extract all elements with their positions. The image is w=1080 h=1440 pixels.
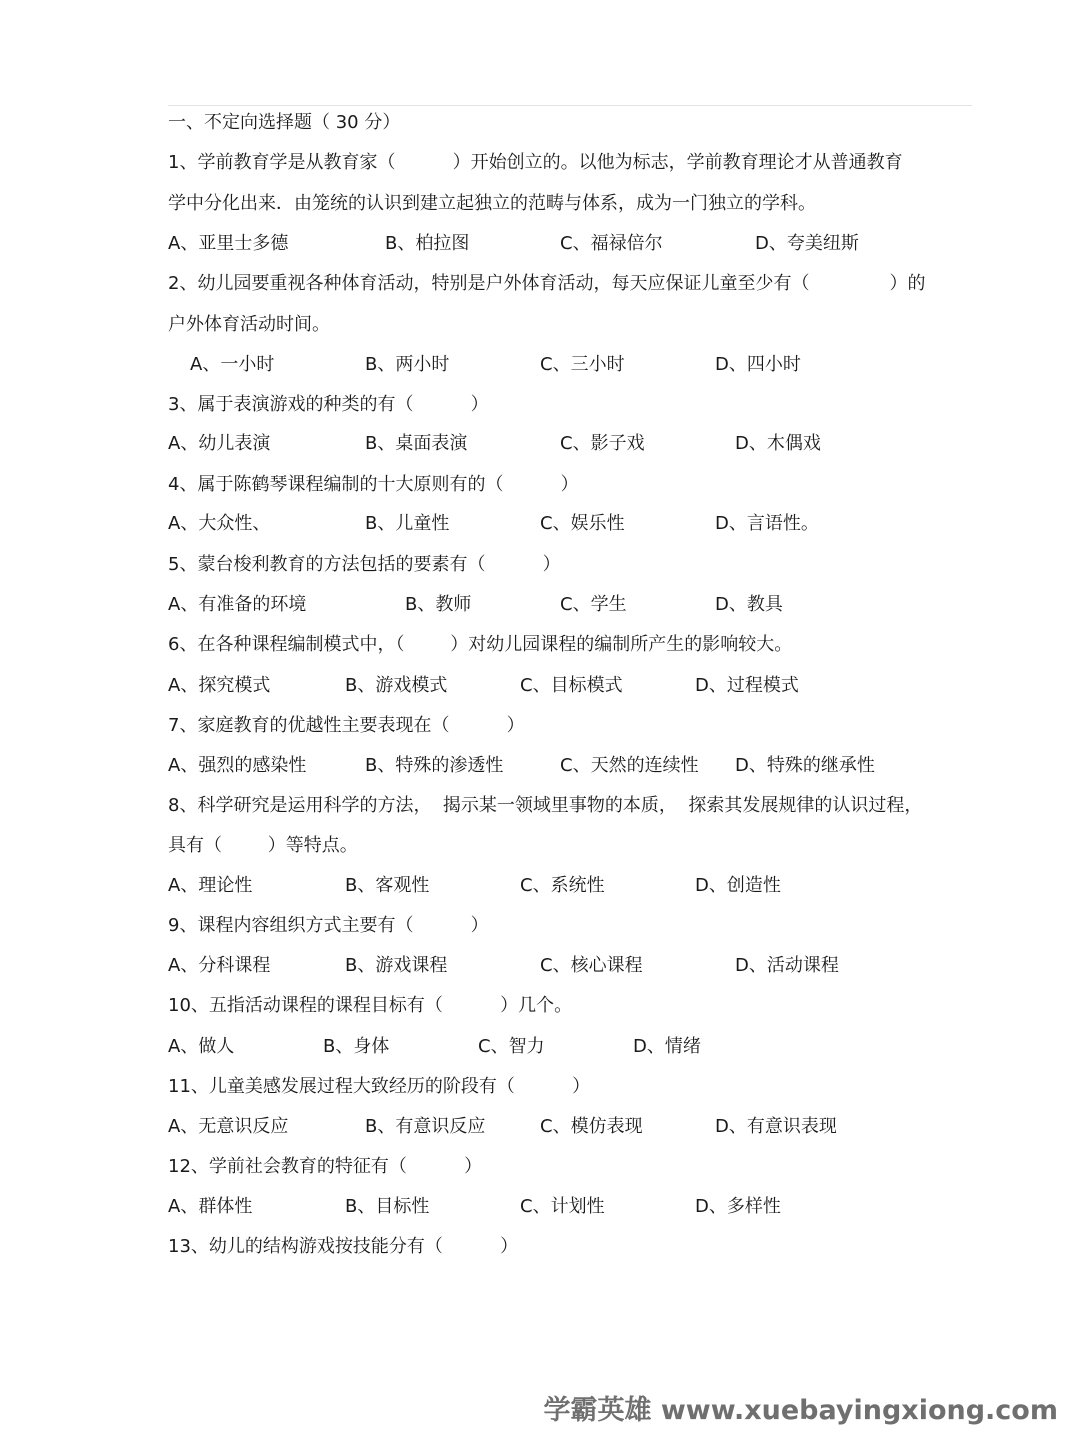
top-divider [168, 105, 972, 106]
question-2-line-2: 户外体育活动时间。 [168, 314, 330, 335]
option-b: B、客观性 [345, 875, 430, 896]
option-b: B、儿童性 [365, 513, 450, 534]
question-8-options [0, 874, 1080, 898]
question-1-line-1: 1、学前教育学是从教育家（ ）开始创立的。以他为标志，学前教育理论才从普通教育 [168, 152, 903, 173]
option-a: A、无意识反应 [168, 1116, 289, 1137]
question-3-options [0, 432, 1080, 456]
option-d: D、夸美纽斯 [755, 233, 859, 254]
option-b: B、游戏课程 [345, 955, 448, 976]
question-8-line-1: 8、科学研究是运用科学的方法， 揭示某一领域里事物的本质， 探索其发展规律的认识过程， [168, 795, 923, 816]
option-c: C、目标模式 [520, 675, 623, 696]
question-6-line-1: 6、在各种课程编制模式中，（ ）对幼儿园课程的编制所产生的影响较大。 [168, 634, 793, 655]
option-c: C、模仿表现 [540, 1116, 643, 1137]
question-9-line-1: 9、课程内容组织方式主要有（ ） [168, 915, 489, 936]
question-3-line-1: 3、属于表演游戏的种类的有（ ） [168, 394, 489, 415]
question-4-line-1: 4、属于陈鹤琴课程编制的十大原则有的（ ） [168, 474, 579, 495]
question-8-line-2: 具有（ ）等特点。 [168, 835, 358, 856]
question-12-line-1: 12、学前社会教育的特征有（ ） [168, 1156, 483, 1177]
option-a: A、一小时 [190, 354, 275, 375]
option-d: D、活动课程 [735, 955, 839, 976]
question-7-options [0, 754, 1080, 778]
question-9-options [0, 954, 1080, 978]
option-b: B、桌面表演 [365, 433, 468, 454]
option-d: D、多样性 [695, 1196, 781, 1217]
option-a: A、理论性 [168, 875, 253, 896]
question-13-line-1: 13、幼儿的结构游戏按技能分有（ ） [168, 1236, 519, 1257]
question-5-options [0, 593, 1080, 617]
question-2-options [0, 353, 1080, 377]
question-10-options [0, 1035, 1080, 1059]
question-7-line-1: 7、家庭教育的优越性主要表现在（ ） [168, 715, 525, 736]
question-11-options [0, 1115, 1080, 1139]
option-b: B、有意识反应 [365, 1116, 486, 1137]
question-4-options [0, 512, 1080, 536]
question-10-line-1: 10、五指活动课程的课程目标有（ ）几个。 [168, 995, 573, 1016]
option-c: C、影子戏 [560, 433, 645, 454]
option-a: A、分科课程 [168, 955, 271, 976]
option-b: B、两小时 [365, 354, 450, 375]
option-d: D、特殊的继承性 [735, 755, 875, 776]
question-6-options [0, 674, 1080, 698]
option-a: A、群体性 [168, 1196, 253, 1217]
option-b: B、游戏模式 [345, 675, 448, 696]
option-c: C、娱乐性 [540, 513, 625, 534]
option-a: A、大众性、 [168, 513, 271, 534]
section-title: 一、不定向选择题（ 30 分） [168, 112, 401, 133]
option-b: B、教师 [405, 594, 472, 615]
option-d: D、过程模式 [695, 675, 799, 696]
option-a: A、幼儿表演 [168, 433, 271, 454]
option-c: C、学生 [560, 594, 627, 615]
option-b: B、目标性 [345, 1196, 430, 1217]
watermark: 学霸英雄 www.xuebayingxiong.com [543, 1395, 1058, 1426]
option-b: B、身体 [323, 1036, 390, 1057]
question-1-line-2: 学中分化出来．由笼统的认识到建立起独立的范畴与体系，成为一门独立的学科。 [168, 193, 816, 214]
question-5-line-1: 5、蒙台梭利教育的方法包括的要素有（ ） [168, 554, 561, 575]
option-c: C、三小时 [540, 354, 625, 375]
option-c: C、智力 [478, 1036, 545, 1057]
option-c: C、核心课程 [540, 955, 643, 976]
option-a: A、做人 [168, 1036, 235, 1057]
option-b: B、柏拉图 [385, 233, 470, 254]
option-d: D、情绪 [633, 1036, 701, 1057]
option-c: C、计划性 [520, 1196, 605, 1217]
option-c: C、天然的连续性 [560, 755, 699, 776]
option-c: C、系统性 [520, 875, 605, 896]
option-d: D、教具 [715, 594, 783, 615]
option-a: A、亚里士多德 [168, 233, 289, 254]
question-1-options [0, 232, 1080, 256]
option-d: D、木偶戏 [735, 433, 821, 454]
option-d: D、创造性 [695, 875, 781, 896]
option-b: B、特殊的渗透性 [365, 755, 504, 776]
option-c: C、福禄倍尔 [560, 233, 663, 254]
question-12-options [0, 1195, 1080, 1219]
option-d: D、四小时 [715, 354, 801, 375]
question-2-line-1: 2、幼儿园要重视各种体育活动，特别是户外体育活动，每天应保证儿童至少有（ ）的 [168, 273, 926, 294]
question-11-line-1: 11、儿童美感发展过程大致经历的阶段有（ ） [168, 1076, 591, 1097]
option-a: A、有准备的环境 [168, 594, 307, 615]
option-d: D、言语性。 [715, 513, 819, 534]
option-a: A、探究模式 [168, 675, 271, 696]
option-d: D、有意识表现 [715, 1116, 837, 1137]
option-a: A、强烈的感染性 [168, 755, 307, 776]
